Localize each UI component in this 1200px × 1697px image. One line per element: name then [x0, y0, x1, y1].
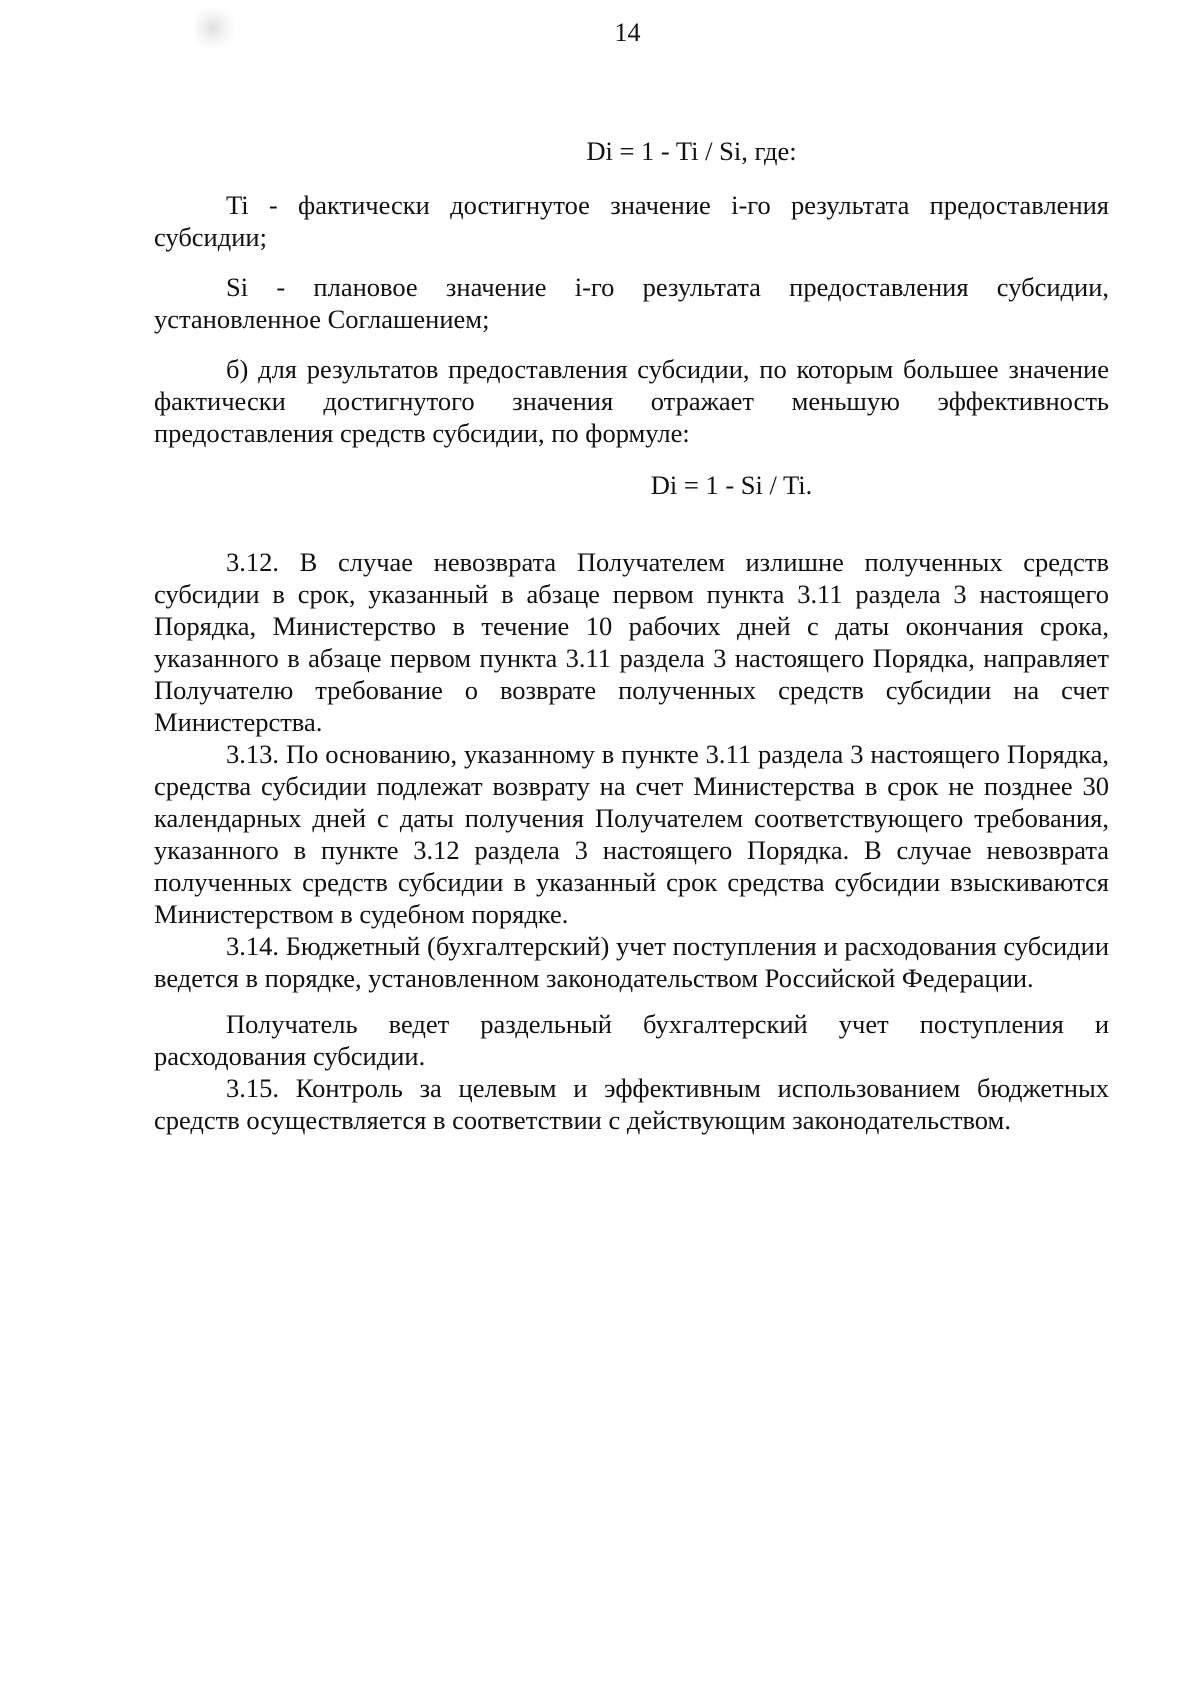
- paragraph-b-clause: б) для результатов предоставления субсидии, по которым большее значение фактически достигнутого значения отражает меньшую эффективность предоставления средств субсидии, по формуле:: [154, 354, 1109, 448]
- document-body: [154, 135, 1109, 1136]
- page-number: 14: [614, 18, 641, 47]
- paragraph-3-12: 3.12. В случае невозврата Получателем излишне полученных средств субсидии в срок, указанный в абзаце первом пункта 3.11 раздела 3 настоящего Порядка, Министерство в течение 10 рабочих дней с даты окончания срока, указанного в абзаце первом пункта 3.11 раздела 3 настоящего Порядка, направляет Получателю требование о возврате полученных средств субсидии на счет Министерства.: [154, 547, 1109, 737]
- paragraph-3-14-accounting: Получатель ведет раздельный бухгалтерский учет поступления и расходования субсидии.: [154, 1009, 1109, 1071]
- paragraph-ti-definition: Ti - фактически достигнутое значение i-го результата предоставления субсидии;: [154, 190, 1109, 252]
- paragraph-3-14: 3.14. Бюджетный (бухгалтерский) учет поступления и расходования субсидии ведется в порядке, установленном законодательством Российской Федерации.: [154, 931, 1109, 993]
- paragraph-si-definition: Si - плановое значение i-го результата предоставления субсидии, установленное Соглашением;: [154, 272, 1109, 334]
- formula-di-si-ti: Di = 1 - Si / Ti.: [650, 470, 813, 500]
- paragraph-3-15: 3.15. Контроль за целевым и эффективным использованием бюджетных средств осуществляется в соответствии с действующим законодательством.: [154, 1073, 1109, 1135]
- paragraph-3-13: 3.13. По основанию, указанному в пункте 3.11 раздела 3 настоящего Порядка, средства субсидии подлежат возврату на счет Министерства в срок не позднее 30 календарных дней с даты получения Получателем соответствующего требования, указанного в пункте 3.12 раздела 3 настоящего Порядка. В случае невозврата полученных средств субсидии в указанный срок средства субсидии взыскиваются Министерством в судебном порядке.: [154, 739, 1109, 929]
- formula-di-ti-si: Di = 1 - Ti / Si, где:: [586, 136, 797, 166]
